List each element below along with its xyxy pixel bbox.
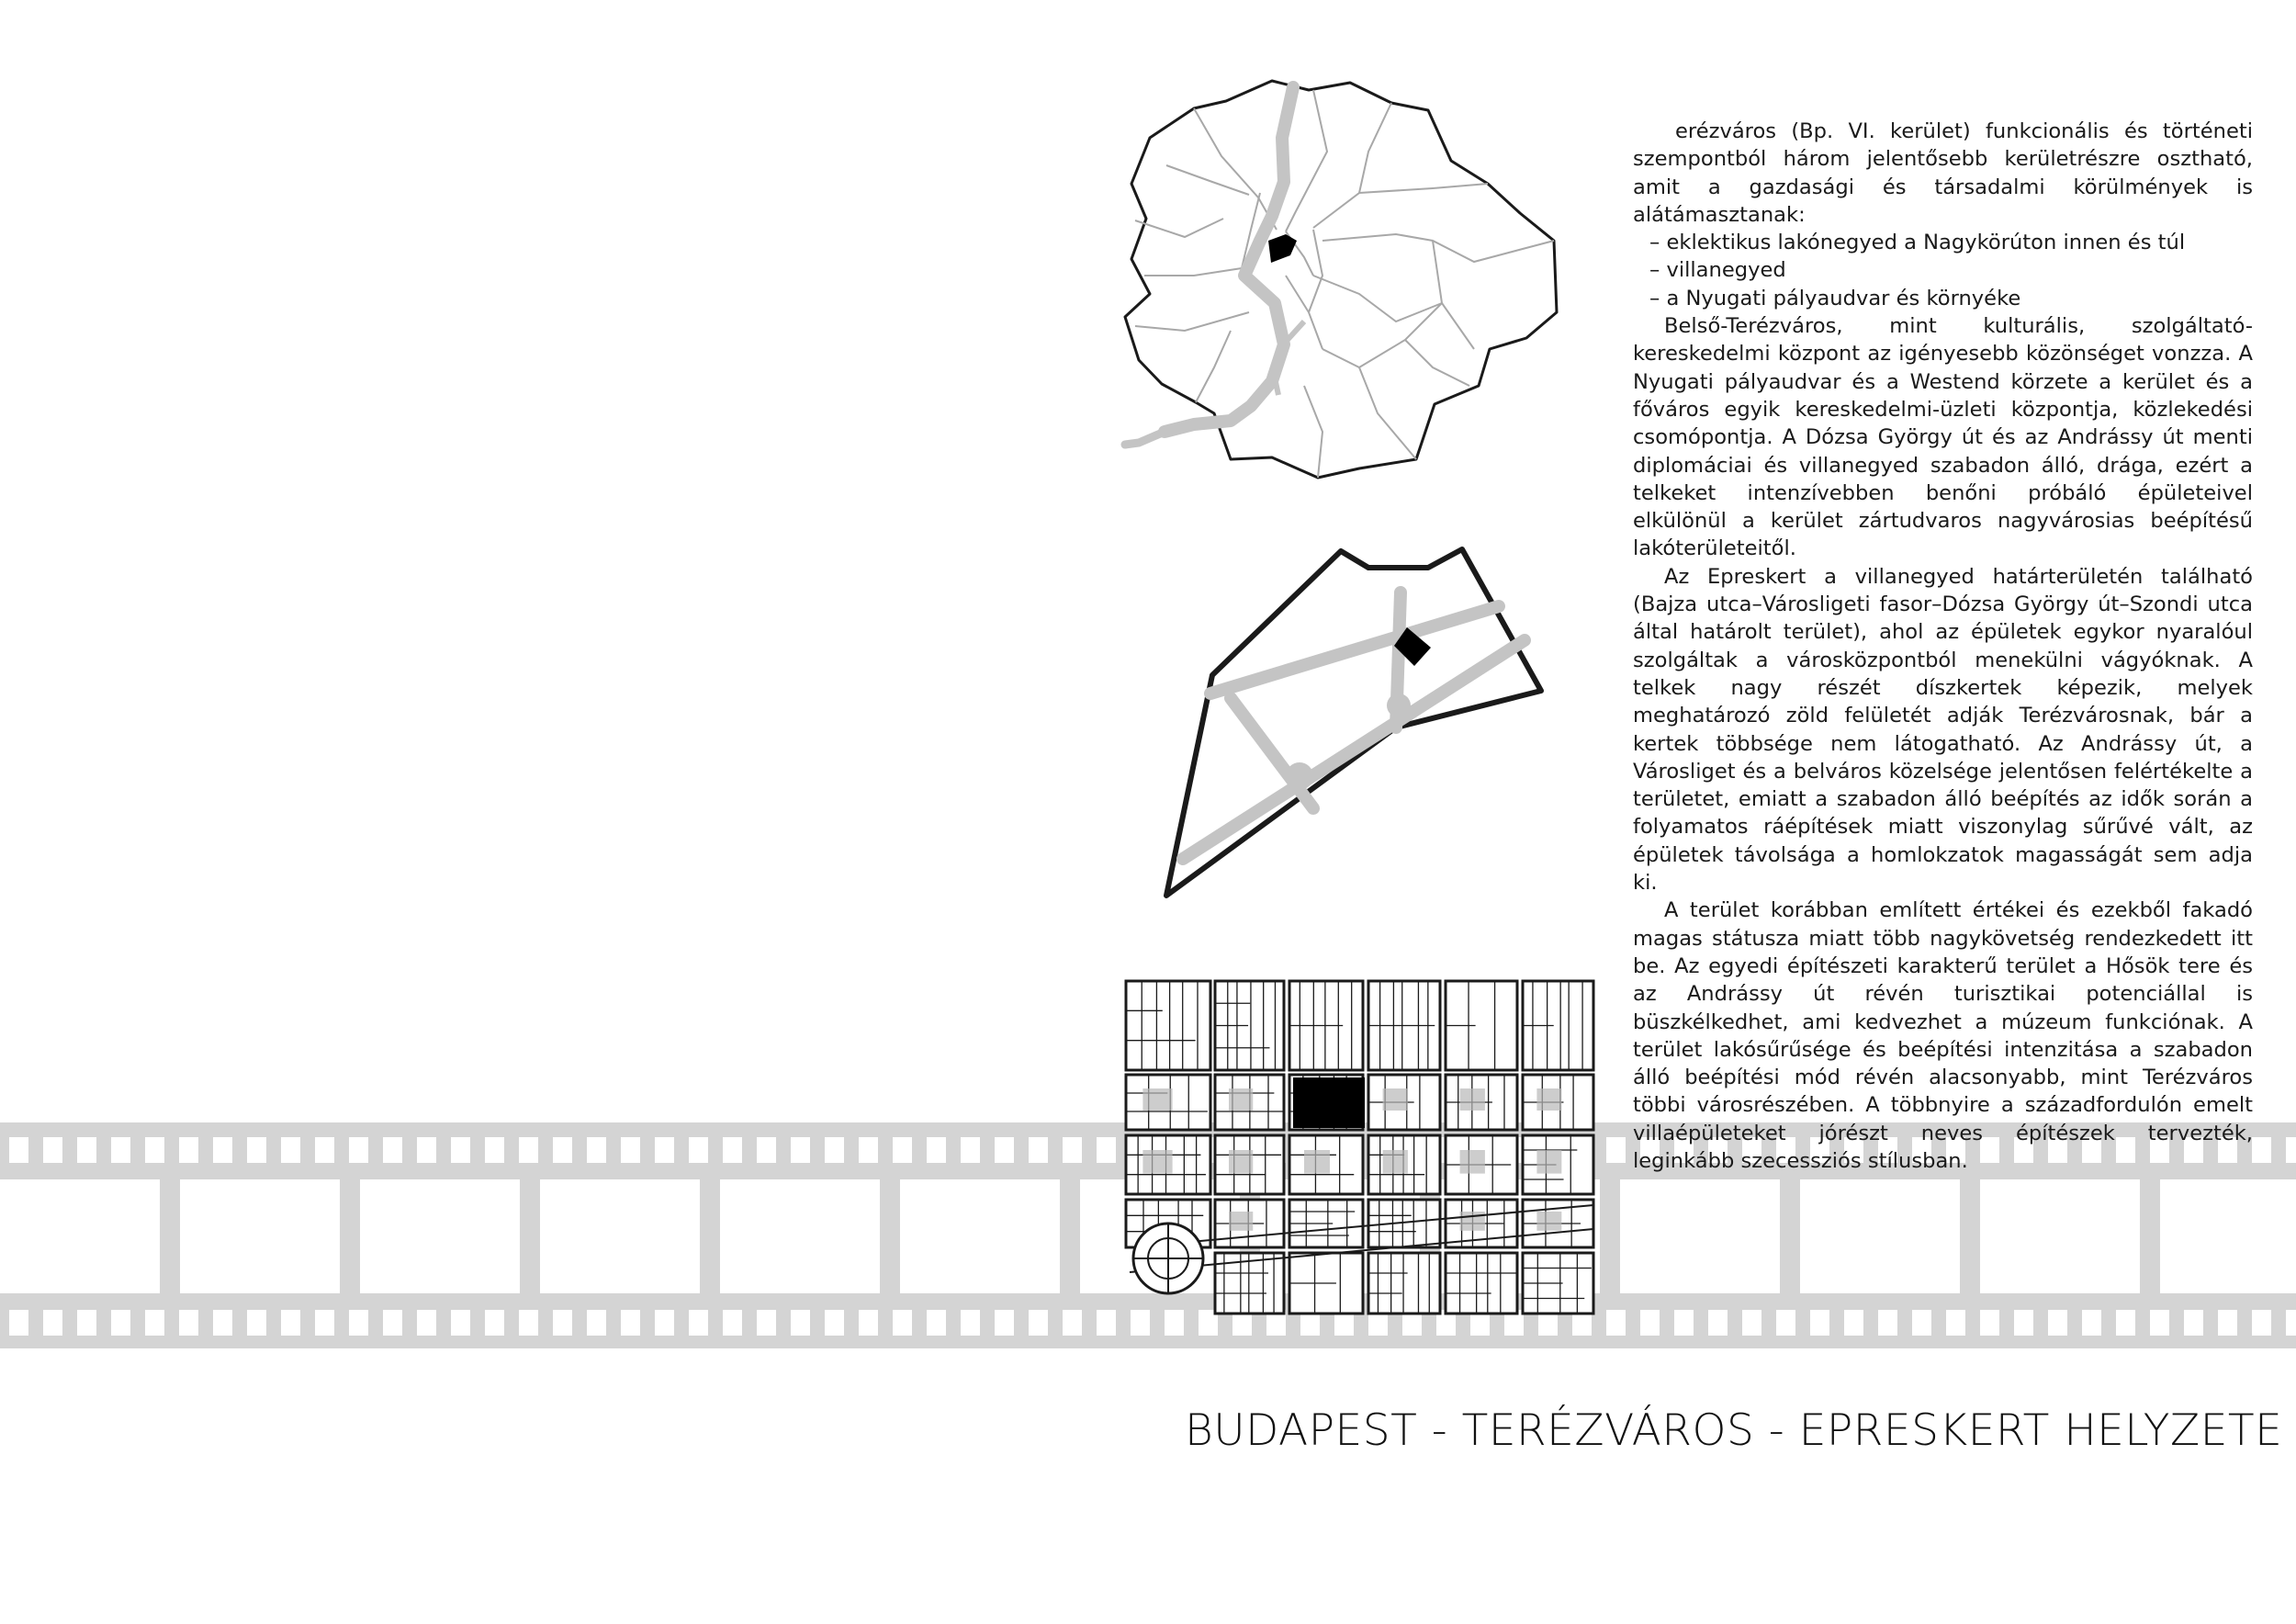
list-item: – eklektikus lakónegyed a Nagykörúton innen és túl (1649, 229, 2253, 256)
page-title: BUDAPEST - TERÉZVÁROS - EPRESKERT HELYZETE (1185, 1405, 2283, 1456)
list-item: – villanegyed (1649, 256, 2253, 284)
paragraph-3: Az Epreskert a villanegyed határterületén található (Bajza utca–Városligeti fasor–Dózsa György út–Szondi utca által határolt terület), ahol az épületek egykor nyaralóul szolgáltak a városközpontból menekülni vágyóknak. A telkek nagy részét díszkertek képezik, melyek meghatározó zöld felületét adják Terézvárosnak, bár a kertek többsége nem látogatható. Az Andrássy út, a Városliget és a belváros közelsége jelentősen felértékelte a területet, emiatt a szabadon álló beépítés az idők során a folyamatos ráépítések miatt viszonylag sűrűvé vált, az épületek távolsága a homlokzatok magasságát sem adja ki. (1633, 564, 2253, 896)
budapest-district-map (1125, 81, 1557, 478)
epreskert-site-plan (1126, 981, 1593, 1314)
paragraph-1: erézváros (Bp. VI. kerület) funkcionális és történeti szempontból három jelentősebb kerületrészre osztható, amit a gazdasági és társadalmi körülmények is alátámasztanak: (1633, 119, 2253, 227)
district-parts-list (1633, 229, 2253, 312)
paragraph-2: Belső-Terézváros, mint kulturális, szolgáltató-kereskedelmi központ az igényesebb közönséget vonzza. A Nyugati pályaudvar és a Westend körzete a kerület és a főváros egyik kereskedelmi-üzleti központja, közlekedési csomópontja. A Dózsa György út és az Andrássy út menti diplomáciai és villanegyed szabadon álló, drága, ezért a telkeket intenzívebben benőni próbáló épületeivel elkülönül a kerület zártudvaros nagyvárosias beépítésű lakóterületeitől. (1633, 314, 2253, 561)
list-item: – a Nyugati pályaudvar és környéke (1649, 285, 2253, 312)
paragraph-4: A terület korábban említett értékei és ezekből fakadó magas státusza miatt több nagykövetség rendezkedett itt be. Az egyedi építészeti karakterű terület a Hősök tere és az Andrássy út révén turisztikai potenciállal is büszkélkedhet, ami kedvezhet a múzeum funkciónak. A terület lakósűrűsége és beépítési intenzitása a szabadon álló beépítési mód révén alacsonyabb, mint Terézváros többi városrészében. A többnyire a századfordulón emelt villaépületeket jórészt neves építészek tervezték, leginkább szecessziós stílusban. (1633, 898, 2253, 1173)
terezvaros-district-outline (1166, 549, 1541, 896)
body-text (1633, 118, 2253, 1175)
